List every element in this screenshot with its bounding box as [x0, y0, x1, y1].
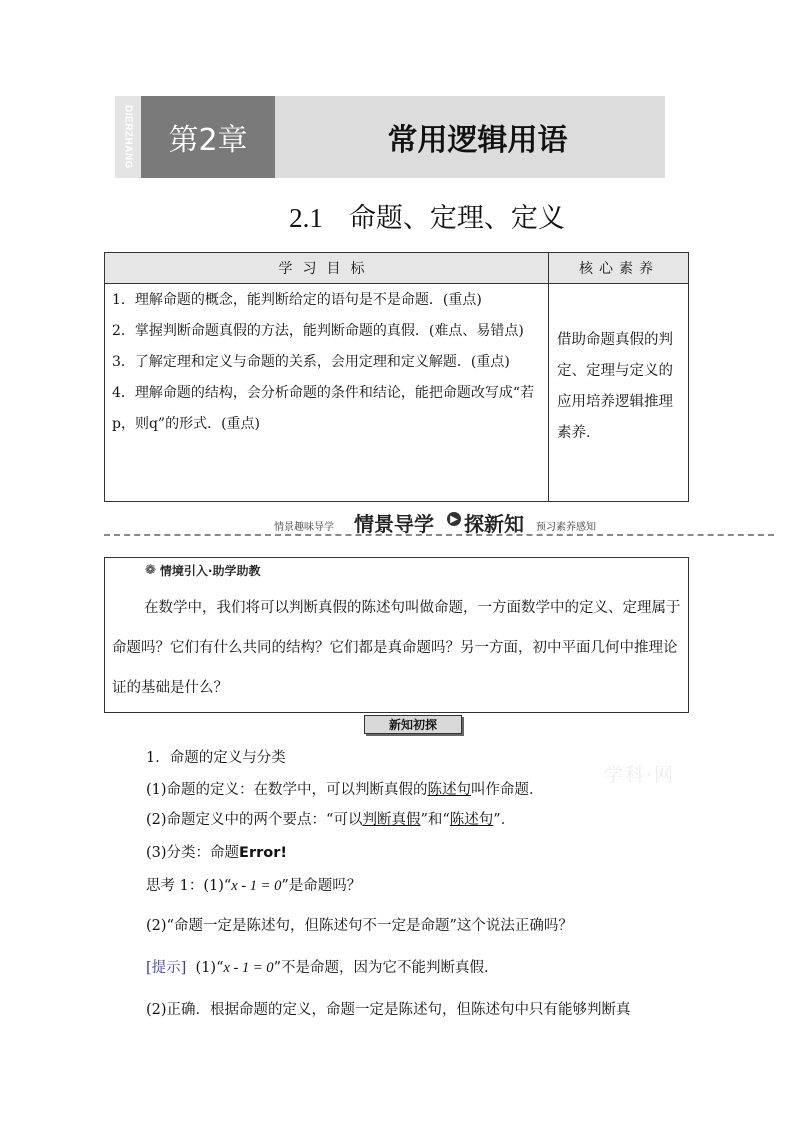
think-prefix: 思考 1：(1)“ [146, 878, 232, 894]
objective-item: 2．掌握判断命题真假的方法，能判断命题的真假．(难点、易错点) [112, 323, 524, 339]
new-knowledge-tag: 新知初探 [364, 715, 462, 734]
banner-subtitle-right: 预习素养感知 [536, 522, 596, 533]
answer-line: (2)正确．根据命题的定义，命题一定是陈述句，但陈述句中只有能够判断真 [146, 1002, 631, 1018]
banner-dashed-line [104, 534, 774, 536]
points-underline-2: 陈述句 [449, 812, 494, 828]
think-expression: x - 1 = 0 [231, 878, 282, 894]
hint-label: [提示] [146, 960, 187, 976]
banner-subtitle-left: 情景趣味导学 [274, 522, 334, 533]
classification-error: Error! [239, 845, 287, 861]
definition-line [146, 778, 544, 799]
objectives-table [104, 252, 689, 502]
header-learning-goals: 学习目标 [278, 261, 375, 277]
points-mid: ”和“ [420, 812, 450, 828]
objective-item: 3．了解定理和定义与命题的关系，会用定理和定义解题．(重点) [112, 354, 510, 370]
think-line-1 [146, 874, 361, 895]
think-suffix: ”是命题吗？ [281, 878, 362, 894]
hint-expression: x - 1 = 0 [223, 960, 274, 976]
chapter-side-label [115, 96, 141, 178]
chapter-side-text: DIERZHANG [122, 105, 134, 169]
definition-suffix: 叫作命题． [471, 782, 544, 798]
hint-prefix: (1)“ [195, 960, 224, 976]
intro-box [104, 557, 689, 713]
hint-line [146, 956, 498, 977]
arrow-right-icon: ▶ [447, 512, 461, 526]
section-number: 2.1 [289, 203, 323, 233]
objectives-list [112, 285, 542, 440]
think-line-2: (2)“命题一定是陈述句，但陈述句不一定是命题”这个说法正确吗？ [146, 918, 573, 934]
scenario-icon: ❁ [145, 563, 156, 578]
points-line [146, 808, 515, 829]
banner-title-left: 情景导学 [354, 512, 434, 536]
intro-tag [145, 562, 260, 579]
chapter-title: 常用逻辑用语 [387, 123, 568, 158]
intro-tag-label: 情境引入·助学助教 [159, 564, 261, 578]
header-core-literacy: 核心素养 [579, 261, 659, 277]
points-prefix: (2)命题定义中的两个要点：“可以 [146, 812, 363, 828]
objective-item: 4．理解命题的结构，会分析命题的条件和结论，能把命题改写成“若p，则q”的形式．(重点) [112, 385, 535, 432]
classification-line [146, 841, 287, 862]
section-banner [104, 508, 774, 538]
banner-title-right: 探新知 [464, 512, 524, 536]
intro-text: 在数学中，我们将可以判断真假的陈述句叫做命题，一方面数学中的定义、定理属于命题吗？它们有什么共同的结构？它们都是真命题吗？另一方面，初中平面几何中推理论证的基础是什么？ [112, 600, 681, 696]
hint-suffix: ”不是命题，因为它不能判断真假． [273, 960, 499, 976]
section-title [0, 196, 794, 235]
core-literacy-text: 借助命题真假的判定、定理与定义的应用培养逻辑推理素养． [557, 332, 673, 441]
body-heading: 1．命题的定义与分类 [146, 750, 286, 766]
table-divider [548, 253, 549, 501]
objective-item: 1．理解命题的概念，能判断给定的语句是不是命题．(重点) [112, 292, 482, 308]
watermark: 学科·网 [604, 764, 676, 786]
definition-underline: 陈述句 [427, 782, 472, 798]
chapter-number: 第2章 [141, 96, 275, 178]
points-underline-1: 判断真假 [362, 812, 421, 828]
section-name: 命题、定理、定义 [348, 203, 565, 234]
classification-prefix: (3)分类：命题 [146, 845, 240, 861]
definition-prefix: (1)命题的定义：在数学中，可以判断真假的 [146, 782, 428, 798]
points-suffix: ”． [493, 812, 516, 828]
